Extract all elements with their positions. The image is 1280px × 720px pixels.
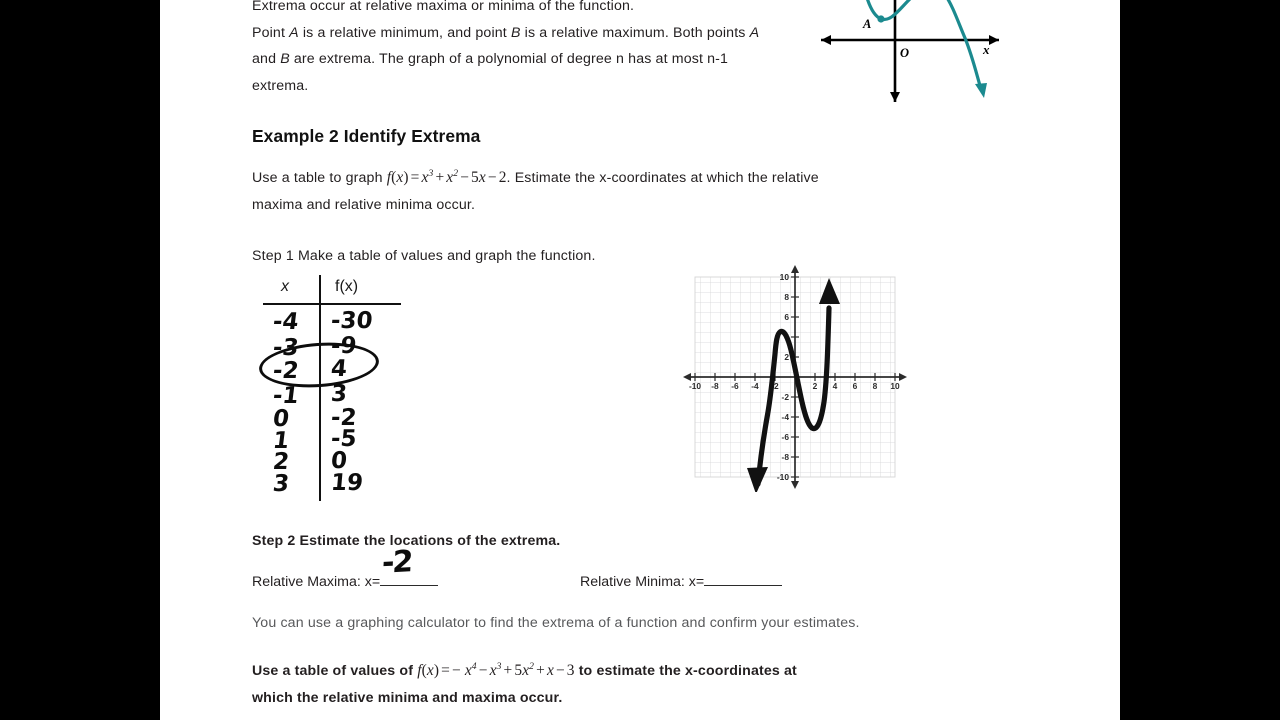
table-row: -2 (329, 405, 358, 431)
point-b-ref-2: B (280, 51, 290, 67)
function-graph (680, 262, 910, 492)
relative-minima-field[interactable] (580, 570, 782, 590)
x-axis-label: x (983, 42, 990, 57)
y-tick: 8 (784, 292, 789, 302)
relative-maxima-answer: -2 (381, 544, 413, 581)
letterbox-right (1120, 0, 1280, 720)
teal-curve (859, 0, 981, 89)
calculator-note: You can use a graphing calculator to find the extrema of a function and confirm your estimates. (252, 615, 860, 631)
value-table (255, 275, 405, 505)
page-title: Example 2 Identify Extrema (252, 126, 481, 146)
answer-row (252, 544, 952, 596)
table-row: 3 (271, 471, 291, 497)
y-tick: 2 (784, 352, 789, 362)
intro-line-3-b: are extrema. The graph of a polynomial of degree n has at most n-1 (289, 51, 729, 67)
lesson-page (160, 0, 1120, 720)
table-row: -30 (329, 308, 374, 334)
table-row: -5 (329, 426, 358, 452)
table-row: 0 (329, 448, 349, 474)
table-row: 1 (271, 428, 291, 454)
table-row: -3 (271, 335, 301, 361)
y-tick: -10 (776, 472, 789, 482)
x-tick: 6 (852, 381, 858, 391)
x-tick: 8 (872, 381, 878, 391)
relative-maxima-blank[interactable] (380, 544, 438, 586)
x-tick: 2 (812, 381, 818, 391)
y-tick: -2 (781, 392, 789, 402)
y-tick: -6 (781, 432, 789, 442)
table-row: 3 (329, 381, 349, 407)
intro-paragraph (252, 0, 812, 99)
intro-line-2-a: Point (252, 24, 290, 41)
closing-after: to estimate the x-coordinates at (574, 663, 797, 680)
point-a-label: A (863, 17, 872, 31)
table-row: 4 (329, 356, 349, 382)
intro-line-4: extrema. (252, 77, 309, 94)
relative-maxima-field[interactable] (252, 544, 438, 590)
point-a-ref: A (289, 24, 299, 41)
point-a-marker (877, 15, 884, 22)
y-tick: 10 (779, 272, 789, 282)
x-tick: -2 (771, 381, 779, 391)
table-header-x: x (281, 278, 289, 295)
table-header-rule (263, 303, 401, 305)
relative-minima-label: Relative Minima: x= (580, 574, 705, 590)
table-header-fx: f(x) (335, 278, 359, 295)
step-2-text: Step 2 Estimate the locations of the extrema. (252, 533, 561, 549)
intro-line-1: Extrema occur at relative maxima or minima of the function. (252, 0, 635, 14)
intro-line-3 (252, 46, 812, 73)
intro-line-2-b: is a relative minimum, and point (298, 24, 511, 41)
y-tick: 4 (784, 332, 789, 342)
prompt-line-2: maxima and relative minima occur. (252, 196, 476, 213)
x-tick: 10 (890, 381, 900, 391)
y-tick: -4 (781, 412, 789, 422)
closing-function: f(x) = − $x^4 - x^3 + 5x^2 + x - 3$ (417, 661, 575, 680)
point-b-ref: B (510, 24, 521, 41)
prompt-function: $f(x) = x^3 + x^2 - 5x - 2$ (386, 168, 507, 187)
extrema-illustration-graph (815, 0, 1005, 108)
x-tick: -4 (751, 381, 759, 391)
x-tick: -6 (731, 381, 739, 391)
table-row: 19 (329, 470, 365, 496)
table-row: -1 (271, 383, 301, 409)
letterbox-left (0, 0, 160, 720)
prompt-after: . Estimate the x-coordinates at which the relative (506, 170, 819, 187)
intro-line-2 (252, 20, 812, 47)
prompt-before: Use a table to graph (252, 170, 387, 187)
step-1-text: Step 1 Make a table of values and graph the function. (252, 248, 596, 264)
closing-line-2: which the relative minima and maxima occur. (252, 689, 563, 706)
table-row: 2 (271, 449, 291, 475)
teal-graph-axes (821, 0, 999, 102)
closing-before: Use a table of values of (252, 663, 418, 680)
table-row: -4 (271, 309, 301, 335)
point-a-ref-2: A (749, 24, 760, 41)
x-tick: -8 (711, 381, 719, 391)
intro-line-3-a: and (252, 51, 281, 67)
x-tick: 4 (832, 381, 838, 391)
table-column-divider (319, 275, 321, 501)
teal-curve-arrowhead (975, 83, 987, 98)
curve-arrowhead-down (747, 467, 768, 492)
example-prompt (252, 161, 932, 218)
origin-label: O (900, 46, 910, 60)
y-tick: 6 (784, 312, 789, 322)
y-tick: -8 (781, 452, 789, 462)
table-row: 0 (271, 406, 291, 432)
table-row: -2 (271, 358, 301, 384)
closing-task (252, 654, 952, 711)
x-tick: -10 (688, 381, 702, 391)
relative-maxima-label: Relative Maxima: x= (252, 574, 381, 590)
intro-line-2-c: is a relative maximum. Both points (520, 24, 750, 41)
relative-minima-blank[interactable] (704, 570, 782, 586)
table-row: -9 (329, 333, 358, 359)
